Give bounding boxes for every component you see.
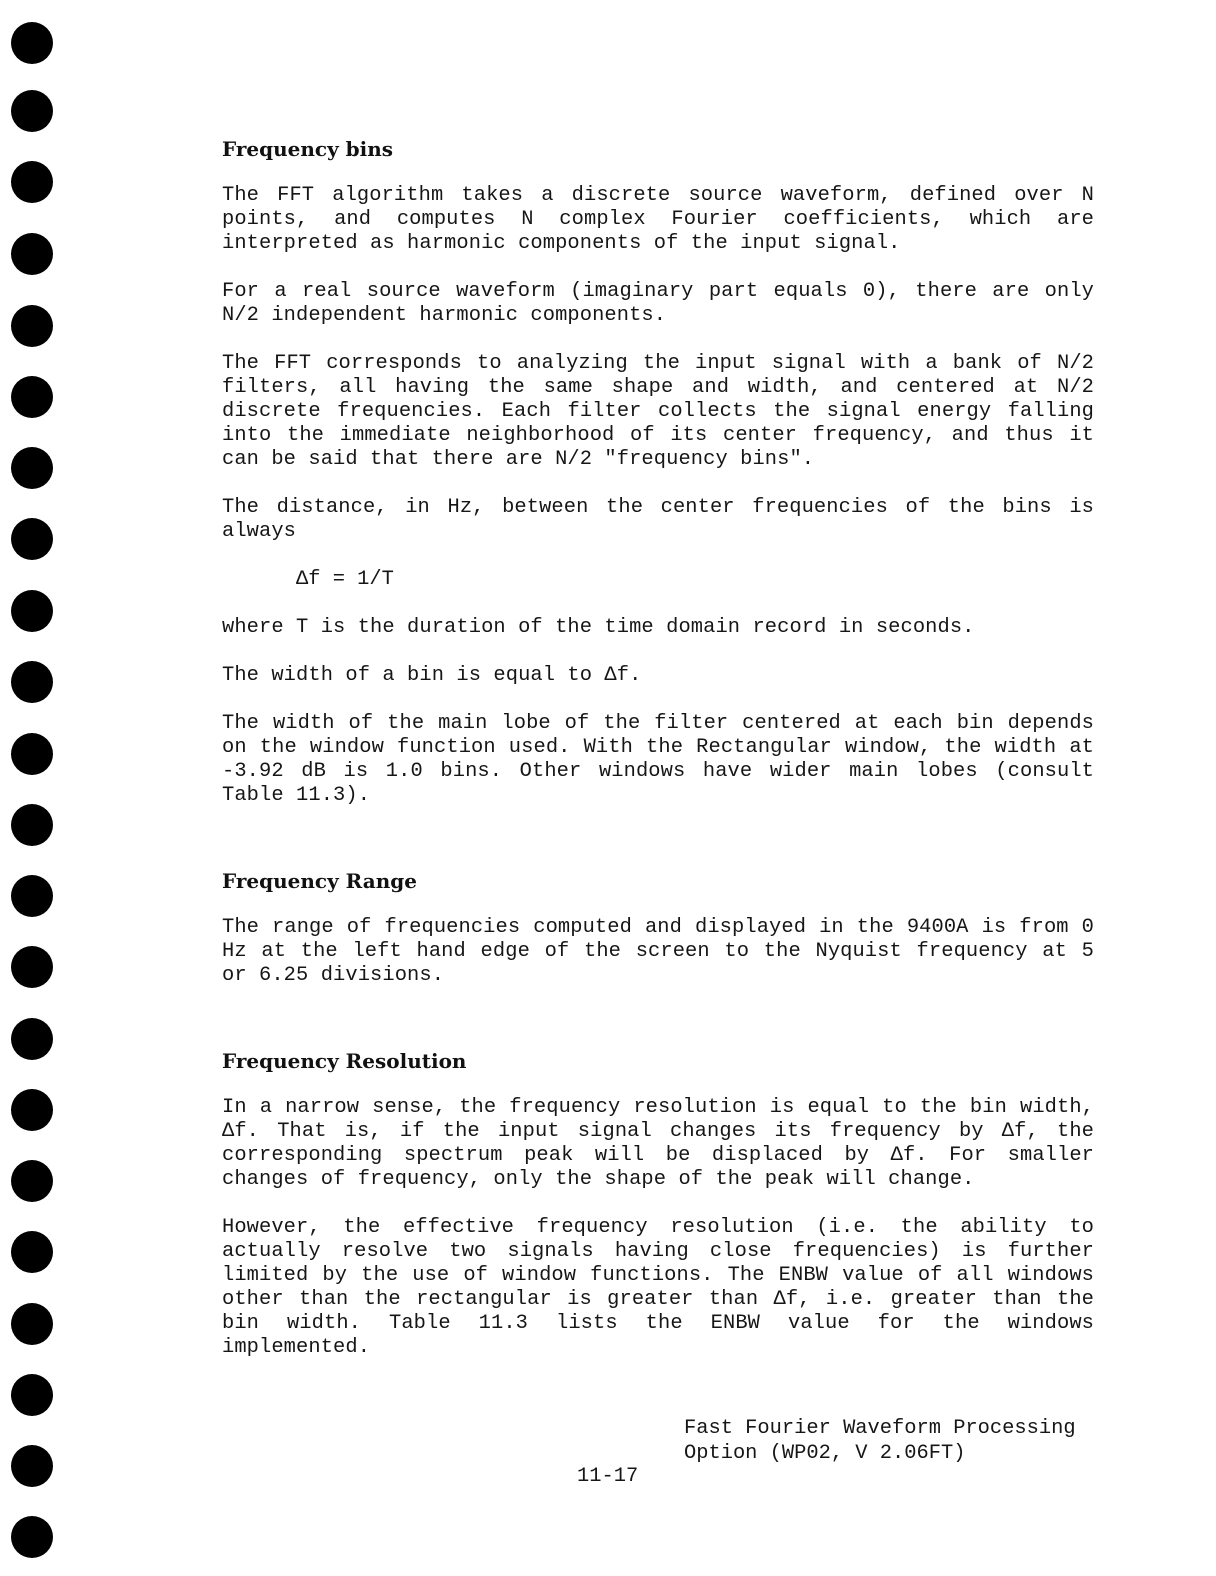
- paragraph: The width of a bin is equal to Δf.: [222, 664, 642, 687]
- section-frequency-range: [222, 868, 1094, 988]
- binder-punch-holes: [11, 0, 55, 1576]
- punch-hole: [11, 875, 53, 917]
- paragraph: However, the effective frequency resolution (i.e. the ability to actually resolve two signals having close frequencies) is further limited by the use of window functions. The ENBW value of all windows other than the rectangular is greater than Δf, i.e. greater than the bin width. Table 11.3 lists the ENBW value for the windows implemented.: [222, 1216, 1094, 1359]
- footer-title-line: Fast Fourier Waveform Processing: [684, 1417, 1076, 1440]
- section-heading: Frequency Range: [222, 869, 417, 893]
- section-frequency-resolution: [222, 1048, 1094, 1360]
- formula: Δf = 1/T: [296, 568, 394, 591]
- paragraph: The FFT corresponds to analyzing the input signal with a bank of N/2 filters, all having the same shape and width, and centered at N/2 discrete frequencies. Each filter collects the signal energy falling into the immediate neighborhood of its center frequency, and thus it can be said that there are N/2 "frequency bins".: [222, 352, 1094, 471]
- punch-hole: [11, 1374, 53, 1416]
- punch-hole: [11, 946, 53, 988]
- section-heading: Frequency Resolution: [222, 1049, 467, 1073]
- footer-document-title: [684, 1416, 1076, 1466]
- punch-hole: [11, 1160, 53, 1202]
- punch-hole: [11, 305, 53, 347]
- punch-hole: [11, 1445, 53, 1487]
- paragraph: The width of the main lobe of the filter centered at each bin depends on the window function used. With the Rectangular window, the width at -3.92 dB is 1.0 bins. Other windows have wider main lobes (consult Table 11.3).: [222, 712, 1094, 807]
- page-body: [222, 136, 1094, 1360]
- punch-hole: [11, 90, 53, 132]
- punch-hole: [11, 233, 53, 275]
- punch-hole: [11, 1018, 53, 1060]
- paragraph: where T is the duration of the time domain record in seconds.: [222, 616, 975, 639]
- punch-hole: [11, 590, 53, 632]
- paragraph: The distance, in Hz, between the center frequencies of the bins is always: [222, 496, 1094, 543]
- punch-hole: [11, 804, 53, 846]
- page-number: 11-17: [577, 1465, 639, 1488]
- punch-hole: [11, 161, 53, 203]
- punch-hole: [11, 1231, 53, 1273]
- punch-hole: [11, 1089, 53, 1131]
- paragraph: For a real source waveform (imaginary part equals 0), there are only N/2 independent harmonic components.: [222, 280, 1094, 327]
- paragraph: The range of frequencies computed and displayed in the 9400A is from 0 Hz at the left hand edge of the screen to the Nyquist frequency at 5 or 6.25 divisions.: [222, 916, 1094, 987]
- section-frequency-bins: [222, 136, 1094, 808]
- paragraph: The FFT algorithm takes a discrete source waveform, defined over N points, and computes N complex Fourier coefficients, which are interpreted as harmonic components of the input signal.: [222, 184, 1094, 255]
- punch-hole: [11, 447, 53, 489]
- punch-hole: [11, 22, 53, 64]
- punch-hole: [11, 518, 53, 560]
- section-heading: Frequency bins: [222, 137, 394, 161]
- punch-hole: [11, 1516, 53, 1558]
- punch-hole: [11, 733, 53, 775]
- punch-hole: [11, 376, 53, 418]
- footer-title-line: Option (WP02, V 2.06FT): [684, 1442, 966, 1465]
- paragraph: In a narrow sense, the frequency resolution is equal to the bin width, Δf. That is, if the input signal changes its frequency by Δf, the corresponding spectrum peak will be displaced by Δf. For smaller changes of frequency, only the shape of the peak will change.: [222, 1096, 1094, 1191]
- punch-hole: [11, 1303, 53, 1345]
- punch-hole: [11, 661, 53, 703]
